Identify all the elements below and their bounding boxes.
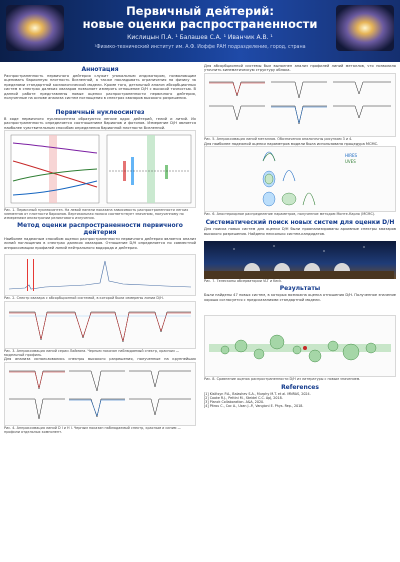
figure-2-spectrum [4, 254, 196, 296]
figure-4-caption: Рис. 4. Аппроксимация линий D I и H I. Черным показан наблюдаемый спектр, красным и синим — профили отдельных компонент. [4, 426, 181, 434]
figure-7-telescopes [204, 241, 396, 279]
figure-6-mcmc-corner [204, 146, 396, 212]
figure-7-caption: Рис. 7. Телескопы обсерватории VLT и Keck. [204, 279, 283, 284]
mcmc-text: Для наиболее надежной оценки параметров модели была использована процедура MCMC. [204, 142, 379, 146]
references-heading: References [281, 384, 319, 392]
figure-3-lyman-fit [4, 301, 196, 349]
search-text: Для поиска новых систем для оценки D/H были проанализированы архивные спектры квазаров высокого разрешения. Найдено несколько систем-кандидатов. [204, 227, 396, 236]
results-text: Были найдены 47 новых систем, в которых возможна оценка отношения D/H. Полученное значение хорошо согласуется с предсказаниями стандартной модели. [204, 293, 396, 302]
results-heading: Результаты [279, 285, 321, 293]
legend-uves: UVES [345, 159, 356, 165]
galaxy-image-left [6, 5, 64, 51]
figure-5-caption: Рис. 5. Аппроксимация линий металлов. Обозначения аналогичны рисункам 3 и 4. [204, 137, 353, 141]
figure-1-bbn [4, 130, 196, 208]
figure-6-caption: Рис. 6. Апостериорное распределение параметров, полученное методом Монте-Карло (MCMC). [204, 212, 376, 217]
metals-text: Для абсорбционной системы был выполнен анализ профилей линий металлов, что позволило уточнить кинематическую структуру облака. [204, 64, 396, 73]
galaxy-image-right [336, 5, 394, 51]
poster-title-line1: Первичный дейтерий: [126, 4, 274, 18]
affiliation: ¹Физико-технический институт им. А.Ф. Иоффе РАН подразделение, город, страна [94, 45, 306, 50]
figure-2-caption: Рис. 2. Спектр квазара с абсорбционной системой, в которой были измерены линии D/H. [4, 296, 164, 300]
mid-text: Для анализа использовались спектры высокого разрешения, полученные на крупнейших [4, 357, 196, 361]
reference-4: [4] Pitrou C., Coc A., Uzan J.-P., Vangioni E. Phys. Rep., 2018. [204, 404, 304, 409]
method-heading: Метод оценки распространенности первичного дейтерия [17, 222, 183, 236]
reference-1: [1] Kislitsyn P.A., Balashev S.A., Murphy M.T. et al. MNRAS, 2024. [204, 392, 311, 397]
poster-title-line2: новые оценки распространенности [82, 17, 318, 31]
figure-1-caption: Рис. 1. Первичный нуклеосинтез. На левой панели показана зависимость распространенности легких элементов от плотности барионов. Вертикальная полоса соответствует значению, полученному по измерениям анизотропии реликтового излучения. [4, 208, 189, 220]
abstract-text: Распространенность первичного дейтерия служит уникальным индикатором, позволяющим оценивать барионную плотность Вселенной, а также накладывать ограничения на физику за пределами стандартной космологической модели. Кроме того, детальный анализ абсорбционных систем в спектрах далеких квазаров позволяет измерять отношение D/H с высокой точностью. В данной работе представлены новые оценки распространенности первичного дейтерия, полученные на основе анализа систем поглощения в спектрах квазаров высокого разрешения. [4, 74, 196, 101]
legend-hires: HIRES [345, 153, 358, 159]
reference-3: [3] Planck Collaboration. A&A, 2020. [204, 400, 265, 405]
search-heading: Систематический поиск новых систем для оценки D/H [205, 219, 395, 227]
method-text: Наиболее надежным способом оценки распространенности первичного дейтерия является анализ линий поглощения в спектрах далеких квазаров. Отношение D/H определяется по совместной аппроксимации профилей линий нейтрального водорода и дейтерия. [4, 237, 196, 250]
left-column [4, 64, 196, 434]
figure-4-dh-fit [4, 362, 196, 426]
nucleosynthesis-text: В ходе первичного нуклеосинтеза образуются легкие ядра: дейтерий, гелий и литий. Их распространенность определяется соотношением барионов и фотонов. Измерение D/H является наиболее чувствительным способом определения барионной плотности Вселенной. [4, 117, 196, 130]
figure-5-metal-lines [204, 73, 396, 137]
figure-8-dh-comparison [204, 315, 396, 377]
abstract-heading: Аннотация [81, 66, 119, 73]
authors: Кислицын П.А. ¹ Балашев С.А. ¹ Иванчик А.В. ¹ [127, 34, 273, 41]
figure-8-caption: Рис. 8. Сравнение оценок распространенности D/H из литературы с новым значением. [204, 377, 361, 382]
reference-2: [2] Cooke R.J., Pettini M., Steidel C.C. ApJ, 2018. [204, 396, 283, 401]
figure-3-caption: Рис. 3. Аппроксимация линий серии Лаймана. Черным показан наблюдаемый спектр, красным — модельный профиль. [4, 349, 180, 357]
right-column [204, 64, 396, 408]
nucleosynthesis-heading: Первичный нуклеосинтез [55, 109, 145, 116]
poster-header [0, 0, 400, 62]
